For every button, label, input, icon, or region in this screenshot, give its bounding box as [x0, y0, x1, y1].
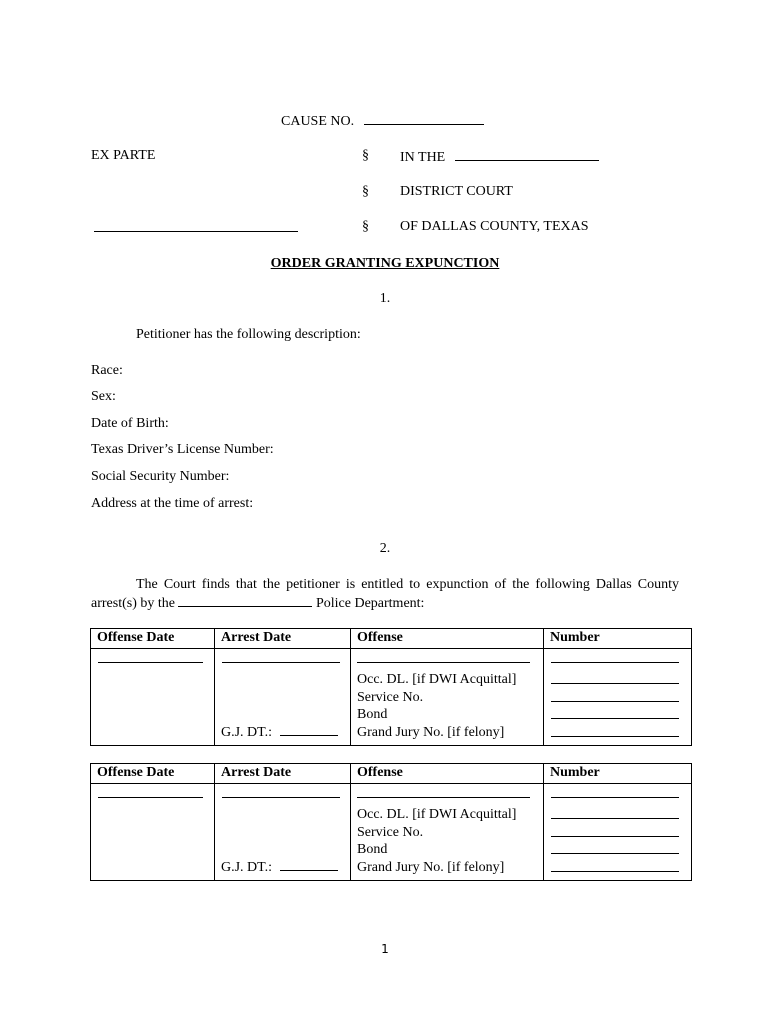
offense-line-4: Grand Jury No. [if felony]: [357, 725, 505, 740]
offense-line-3: Bond: [357, 707, 388, 722]
document-title: ORDER GRANTING EXPUNCTION: [270, 256, 500, 271]
offense-blank[interactable]: [357, 662, 530, 663]
arrest-date-cell: [215, 784, 351, 881]
section-symbol: §: [362, 219, 369, 234]
number-blank[interactable]: [551, 797, 679, 798]
section-symbol: §: [362, 148, 369, 163]
cause-no-blank[interactable]: [364, 112, 484, 125]
offense-line-2: Service No.: [357, 690, 424, 705]
police-department-blank[interactable]: [178, 594, 312, 607]
offense-date-cell: [91, 649, 215, 746]
header-number: Number: [544, 764, 692, 784]
dob-field: Date of Birth:: [91, 416, 169, 431]
offense-cell: [351, 649, 544, 746]
address-field: Address at the time of arrest:: [91, 496, 254, 511]
header-offense-date: Offense Date: [91, 764, 215, 784]
offense-blank[interactable]: [357, 797, 530, 798]
number-blank[interactable]: [551, 718, 679, 719]
header-offense-date: Offense Date: [91, 629, 215, 649]
arrest-date-blank[interactable]: [222, 662, 340, 663]
header-offense: Offense: [351, 629, 544, 649]
number-blank[interactable]: [551, 736, 679, 737]
header-arrest-date: Arrest Date: [215, 629, 351, 649]
page-number: 1: [381, 942, 389, 956]
in-the-line: [400, 148, 599, 166]
offense-date-blank[interactable]: [98, 662, 203, 663]
offense-table: [90, 763, 692, 881]
number-blank[interactable]: [551, 662, 679, 663]
ssn-field: Social Security Number:: [91, 469, 230, 484]
offense-cell: [351, 784, 544, 881]
arrest-date-blank[interactable]: [222, 797, 340, 798]
offense-table: [90, 628, 692, 746]
district-court-label: DISTRICT COURT: [400, 184, 513, 199]
number-blank[interactable]: [551, 836, 679, 837]
header-arrest-date: Arrest Date: [215, 764, 351, 784]
gj-date-blank[interactable]: [280, 858, 338, 871]
ex-parte-label: EX PARTE: [91, 148, 156, 163]
findings-paragraph: [91, 576, 679, 613]
offense-line-2: Service No.: [357, 825, 424, 840]
cause-number-line: [281, 112, 484, 130]
offense-date-cell: [91, 784, 215, 881]
court-number-blank[interactable]: [455, 148, 599, 161]
race-field: Race:: [91, 363, 123, 378]
offense-line-4: Grand Jury No. [if felony]: [357, 860, 505, 875]
findings-text-end: Police Department:: [315, 596, 425, 611]
number-cell: [544, 649, 692, 746]
offense-line-3: Bond: [357, 842, 388, 857]
gj-date-row: [221, 723, 338, 742]
section-number-2: 2.: [379, 541, 391, 556]
petitioner-name-blank[interactable]: [94, 219, 298, 237]
findings-text: The Court finds that the petitioner is entitled to expunction of the following Dallas County arrest(s) by the: [91, 577, 679, 611]
county-label: OF DALLAS COUNTY, TEXAS: [400, 219, 589, 234]
number-cell: [544, 784, 692, 881]
offense-line-1: Occ. DL. [if DWI Acquittal]: [357, 807, 517, 822]
offense-date-blank[interactable]: [98, 797, 203, 798]
description-intro: Petitioner has the following description:: [136, 327, 361, 342]
gj-date-row: [221, 858, 338, 877]
arrest-date-cell: [215, 649, 351, 746]
header-number: Number: [544, 629, 692, 649]
section-symbol: §: [362, 184, 369, 199]
cause-no-label: CAUSE NO.: [281, 114, 355, 129]
header-offense: Offense: [351, 764, 544, 784]
offense-line-1: Occ. DL. [if DWI Acquittal]: [357, 672, 517, 687]
number-blank[interactable]: [551, 818, 679, 819]
number-blank[interactable]: [551, 853, 679, 854]
number-blank[interactable]: [551, 701, 679, 702]
sex-field: Sex:: [91, 389, 116, 404]
gj-date-label: G.J. DT.:: [221, 725, 273, 740]
in-the-label: IN THE: [400, 150, 446, 165]
section-number-1: 1.: [379, 291, 391, 306]
number-blank[interactable]: [551, 871, 679, 872]
number-blank[interactable]: [551, 683, 679, 684]
gj-date-blank[interactable]: [280, 723, 338, 736]
drivers-license-field: Texas Driver’s License Number:: [91, 442, 274, 457]
gj-date-label: G.J. DT.:: [221, 860, 273, 875]
